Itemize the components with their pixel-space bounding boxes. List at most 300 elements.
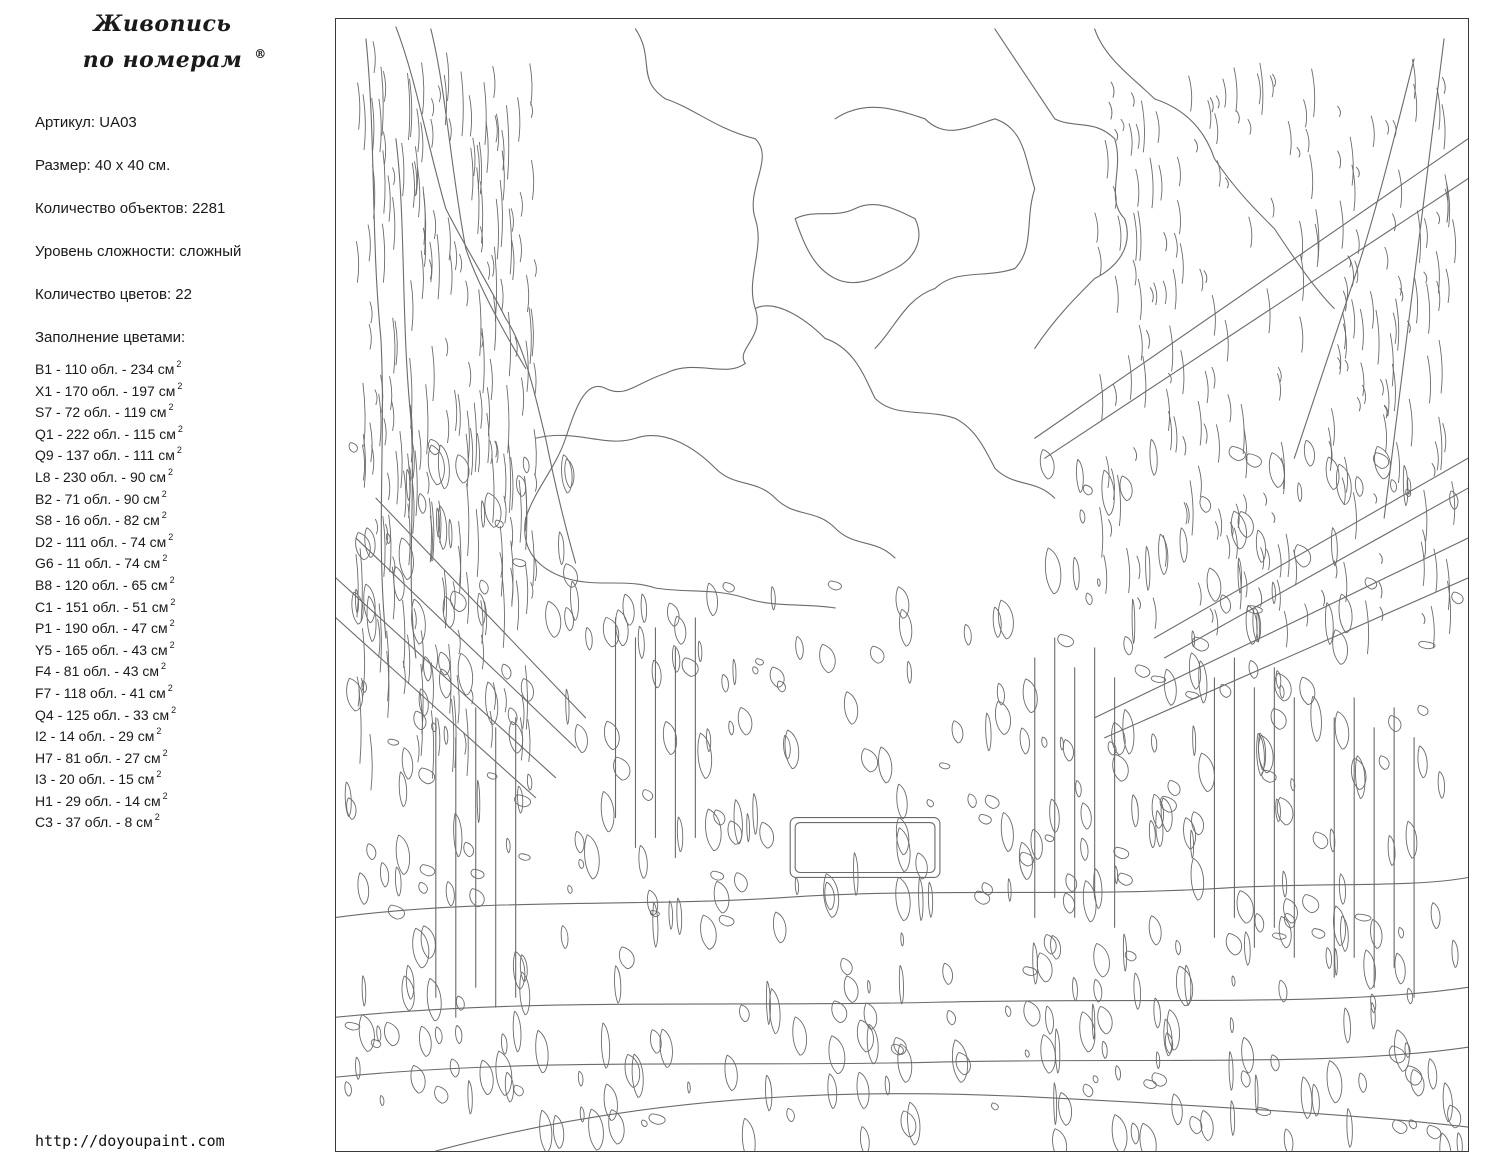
detail-blob — [559, 532, 564, 565]
detail-blob — [477, 780, 480, 822]
detail-blob — [1063, 740, 1073, 761]
detail-stroke — [1108, 519, 1111, 536]
detail-stroke — [1379, 553, 1382, 564]
tram-window — [790, 818, 940, 878]
detail-stroke — [429, 260, 431, 280]
detail-stroke — [393, 318, 395, 374]
detail-blob — [505, 1072, 513, 1102]
detail-stroke — [450, 254, 452, 295]
object-count: Количество объектов: 2281 — [35, 200, 226, 217]
detail-blob — [1229, 1051, 1233, 1090]
detail-blob — [862, 749, 878, 772]
detail-stroke — [419, 430, 421, 470]
detail-blob — [916, 853, 927, 879]
detail-blob — [1272, 582, 1275, 604]
article-number: Артикул: UA03 — [35, 114, 137, 131]
detail-stroke — [1216, 95, 1219, 108]
detail-stroke — [1435, 441, 1438, 470]
detail-stroke — [373, 41, 375, 73]
detail-stroke — [363, 94, 365, 150]
detail-stroke — [1198, 583, 1201, 606]
detail-blob — [349, 443, 357, 453]
detail-blob — [513, 559, 526, 567]
detail-stroke — [1225, 178, 1228, 189]
detail-stroke — [1399, 170, 1402, 208]
detail-stroke — [1234, 68, 1237, 112]
detail-stroke — [402, 143, 404, 196]
detail-blob — [1024, 1001, 1040, 1026]
detail-blob — [677, 817, 682, 852]
detail-stroke — [477, 433, 479, 472]
detail-stroke — [1452, 481, 1455, 525]
color-fill-unit-sup: 2 — [168, 531, 174, 542]
detail-stroke — [500, 552, 502, 577]
cloud-outline — [525, 363, 746, 578]
detail-blob — [377, 1026, 381, 1042]
detail-blob — [985, 795, 999, 808]
detail-stroke — [437, 234, 439, 299]
detail-blob — [1300, 677, 1315, 704]
detail-stroke — [1169, 411, 1172, 450]
detail-stroke — [431, 98, 433, 116]
street-line — [336, 987, 1468, 1017]
detail-blob — [580, 1107, 584, 1122]
legend-sidebar — [0, 0, 325, 1169]
detail-stroke — [1180, 243, 1183, 283]
detail-blob — [820, 644, 836, 672]
detail-stroke — [1227, 535, 1230, 559]
detail-stroke — [1131, 92, 1134, 106]
color-fill-item — [35, 769, 183, 791]
detail-stroke — [1392, 364, 1395, 411]
detail-stroke — [383, 516, 385, 577]
detail-stroke — [1393, 120, 1396, 136]
detail-blob — [652, 660, 661, 688]
detail-blob — [1051, 935, 1061, 959]
detail-blob — [1176, 940, 1181, 954]
detail-blob — [480, 1060, 493, 1095]
facade-stroke — [616, 618, 696, 858]
color-fill-text: Y5 - 165 обл. - 43 см — [35, 641, 168, 658]
color-fill-item — [35, 597, 183, 619]
detail-stroke — [1356, 167, 1359, 177]
detail-blob — [1344, 1008, 1351, 1043]
color-fill-unit-sup: 2 — [169, 618, 175, 629]
detail-stroke — [1113, 384, 1116, 406]
detail-stroke — [1379, 582, 1382, 599]
detail-blob — [519, 854, 530, 861]
detail-stroke — [400, 431, 402, 488]
detail-stroke — [1128, 355, 1131, 399]
detail-stroke — [1261, 547, 1264, 569]
detail-blob — [897, 784, 907, 819]
detail-stroke — [1398, 276, 1401, 296]
detail-stroke — [1177, 200, 1180, 234]
detail-stroke — [368, 225, 370, 262]
detail-stroke — [431, 710, 433, 778]
detail-blob — [1025, 1050, 1029, 1057]
detail-stroke — [1133, 447, 1136, 460]
detail-blob — [540, 1110, 552, 1151]
detail-stroke — [1278, 544, 1281, 577]
detail-blob — [513, 951, 524, 989]
detail-blob — [698, 733, 712, 778]
detail-blob — [589, 1109, 604, 1150]
detail-blob — [380, 862, 388, 886]
detail-blob — [907, 661, 911, 683]
detail-blob — [546, 601, 561, 637]
detail-stroke — [375, 389, 377, 404]
detail-blob — [1180, 528, 1187, 563]
detail-blob — [1058, 634, 1074, 646]
color-fill-text: H7 - 81 обл. - 27 см — [35, 749, 161, 766]
detail-stroke — [534, 259, 536, 276]
detail-blob — [1230, 1017, 1233, 1032]
detail-blob — [362, 976, 366, 1006]
facade-stroke — [436, 708, 516, 1017]
detail-stroke — [461, 72, 463, 137]
detail-stroke — [474, 403, 476, 472]
detail-stroke — [1164, 232, 1167, 251]
detail-stroke — [1385, 120, 1388, 134]
detail-stroke — [407, 73, 409, 140]
detail-stroke — [1138, 211, 1141, 261]
street-line — [336, 877, 1468, 917]
detail-stroke — [534, 473, 536, 491]
detail-stroke — [451, 699, 453, 772]
detail-blob — [896, 877, 910, 920]
detail-blob — [770, 989, 781, 1034]
detail-stroke — [1243, 494, 1246, 513]
detail-stroke — [1100, 507, 1103, 557]
detail-blob — [623, 594, 634, 625]
detail-blob — [773, 912, 786, 943]
detail-blob — [481, 501, 484, 528]
detail-stroke — [458, 394, 460, 436]
detail-blob — [784, 735, 791, 759]
detail-stroke — [1439, 340, 1442, 393]
detail-stroke — [1150, 158, 1153, 208]
detail-blob — [1312, 1084, 1319, 1116]
detail-blob — [1359, 1073, 1367, 1092]
color-fill-text: Q1 - 222 обл. - 115 см — [35, 425, 176, 442]
cloud-outline — [566, 578, 836, 608]
color-fill-text: H1 - 29 обл. - 14 см — [35, 792, 161, 809]
detail-stroke — [422, 62, 424, 114]
detail-blob — [399, 772, 407, 807]
detail-stroke — [1198, 466, 1201, 497]
website-link[interactable]: http://doyoupaint.com — [35, 1132, 225, 1150]
detail-blob — [1132, 599, 1135, 644]
detail-stroke — [1219, 509, 1222, 537]
detail-stroke — [356, 241, 358, 282]
detail-blob — [1271, 1055, 1279, 1071]
detail-stroke — [388, 473, 390, 500]
detail-blob — [1284, 1129, 1293, 1151]
facade-stroke — [1334, 698, 1414, 997]
detail-stroke — [1225, 320, 1228, 361]
detail-blob — [1452, 940, 1458, 967]
detail-blob — [1191, 830, 1194, 858]
detail-stroke — [370, 734, 372, 790]
detail-stroke — [433, 210, 435, 239]
detail-blob — [468, 1080, 472, 1113]
detail-blob — [1132, 795, 1139, 827]
color-fill-text: B8 - 120 обл. - 65 см — [35, 576, 168, 593]
detail-stroke — [509, 209, 511, 275]
detail-stroke — [1184, 502, 1187, 524]
detail-blob — [747, 813, 750, 841]
detail-stroke — [479, 289, 481, 356]
detail-stroke — [1383, 414, 1386, 452]
detail-blob — [1283, 871, 1287, 897]
color-fill-text: B2 - 71 обл. - 90 см — [35, 490, 160, 507]
color-fill-text: F4 - 81 обл. - 43 см — [35, 663, 160, 680]
registered-mark: ® — [254, 47, 267, 61]
color-count: Количество цветов: 22 — [35, 286, 192, 303]
color-fill-list — [35, 359, 183, 834]
detail-blob — [711, 871, 724, 880]
detail-stroke — [529, 307, 531, 364]
detail-stroke — [530, 63, 532, 105]
detail-blob — [1200, 496, 1211, 512]
color-fill-item — [35, 359, 183, 381]
detail-stroke — [1303, 99, 1306, 127]
detail-stroke — [1241, 404, 1244, 454]
detail-stroke — [1208, 100, 1211, 129]
detail-blob — [518, 786, 523, 813]
detail-stroke — [1445, 174, 1448, 222]
detail-stroke — [1212, 367, 1215, 388]
detail-blob — [420, 865, 435, 876]
detail-stroke — [1442, 77, 1445, 94]
detail-blob — [1042, 737, 1047, 747]
detail-stroke — [454, 696, 456, 768]
color-fill-text: L8 - 230 обл. - 90 см — [35, 468, 167, 485]
difficulty-level: Уровень сложности: сложный — [35, 243, 242, 260]
canvas-size: Размер: 40 х 40 см. — [35, 157, 171, 174]
detail-stroke — [1200, 269, 1203, 291]
detail-stroke — [384, 418, 386, 445]
detail-blob — [1102, 1041, 1107, 1058]
detail-blob — [1279, 916, 1291, 948]
detail-blob — [928, 882, 932, 917]
detail-blob — [753, 793, 758, 834]
detail-blob — [575, 724, 587, 752]
color-fill-item — [35, 381, 183, 403]
detail-blob — [1114, 847, 1129, 859]
detail-blob — [1149, 916, 1161, 945]
detail-blob — [1152, 1073, 1167, 1087]
detail-blob — [777, 681, 785, 692]
detail-stroke — [421, 251, 423, 299]
detail-blob — [1312, 928, 1325, 938]
detail-stroke — [379, 394, 381, 446]
detail-stroke — [1365, 601, 1368, 655]
detail-blob — [952, 1040, 967, 1083]
detail-stroke — [1136, 124, 1139, 149]
coloring-canvas — [335, 18, 1469, 1152]
detail-stroke — [1210, 608, 1213, 622]
color-fill-item — [35, 532, 183, 554]
detail-stroke — [1446, 269, 1449, 303]
detail-blob — [1063, 893, 1074, 913]
detail-blob — [1073, 557, 1079, 590]
detail-blob — [1303, 894, 1319, 912]
detail-stroke — [1424, 490, 1427, 541]
detail-blob — [421, 926, 435, 959]
detail-stroke — [447, 410, 449, 443]
detail-blob — [578, 1071, 583, 1086]
color-fill-text: I2 - 14 обл. - 29 см — [35, 728, 155, 745]
detail-stroke — [429, 498, 431, 562]
detail-stroke — [470, 428, 472, 475]
detail-stroke — [414, 608, 416, 629]
detail-stroke — [1300, 255, 1303, 301]
detail-blob — [1172, 1094, 1183, 1125]
detail-blob — [1232, 976, 1235, 986]
detail-stroke — [1436, 251, 1439, 293]
cloud-outline — [635, 29, 762, 363]
building-edge — [1165, 488, 1468, 658]
detail-blob — [643, 790, 653, 801]
detail-stroke — [446, 338, 448, 356]
detail-stroke — [431, 119, 433, 148]
detail-stroke — [1266, 549, 1269, 570]
detail-blob — [701, 915, 717, 949]
color-fill-unit-sup: 2 — [167, 682, 173, 693]
detail-blob — [1041, 1035, 1056, 1073]
detail-stroke — [1360, 309, 1363, 350]
detail-stroke — [1190, 480, 1193, 535]
detail-blob — [1164, 669, 1176, 705]
detail-stroke — [1421, 542, 1424, 586]
detail-stroke — [1300, 316, 1303, 352]
detail-stroke — [1356, 229, 1359, 253]
detail-blob — [561, 925, 568, 948]
detail-blob — [1355, 914, 1371, 921]
detail-stroke — [500, 180, 502, 247]
detail-stroke — [468, 362, 470, 387]
detail-stroke — [525, 564, 527, 614]
detail-stroke — [1376, 310, 1379, 364]
detail-blob — [1031, 829, 1042, 859]
detail-blob — [1407, 988, 1412, 1003]
detail-blob — [956, 1052, 970, 1074]
detail-stroke — [1215, 610, 1218, 636]
detail-stroke — [362, 628, 364, 689]
detail-blob — [1094, 979, 1102, 1002]
detail-blob — [771, 586, 775, 609]
detail-stroke — [466, 572, 468, 624]
detail-stroke — [531, 160, 533, 200]
detail-stroke — [477, 167, 479, 234]
detail-blob — [471, 869, 484, 878]
detail-stroke — [504, 454, 506, 503]
color-fill-unit-sup: 2 — [154, 812, 160, 823]
detail-blob — [672, 645, 679, 672]
detail-blob — [1389, 715, 1401, 731]
detail-stroke — [1248, 119, 1251, 134]
detail-blob — [480, 580, 489, 594]
color-fill-unit-sup: 2 — [177, 423, 183, 434]
detail-blob — [1156, 811, 1163, 847]
detail-stroke — [1095, 213, 1098, 243]
detail-blob — [1124, 636, 1133, 654]
street-line — [436, 1094, 1468, 1151]
detail-stroke — [1194, 139, 1197, 152]
detail-blob — [1023, 967, 1037, 976]
detail-stroke — [454, 241, 456, 270]
detail-stroke — [1127, 548, 1130, 593]
color-fill-text: P1 - 190 обл. - 47 см — [35, 620, 168, 637]
detail-stroke — [507, 385, 509, 453]
detail-stroke — [502, 577, 504, 648]
detail-stroke — [388, 175, 390, 221]
color-fill-item — [35, 467, 183, 489]
color-fill-unit-sup: 2 — [171, 704, 177, 715]
detail-stroke — [1183, 436, 1186, 455]
detail-stroke — [432, 346, 434, 401]
detail-blob — [523, 457, 529, 473]
cloud-outline — [795, 205, 919, 283]
detail-stroke — [383, 71, 385, 102]
detail-blob — [356, 1057, 361, 1079]
detail-stroke — [1424, 218, 1427, 247]
detail-stroke — [526, 275, 528, 312]
detail-stroke — [1342, 312, 1345, 349]
detail-stroke — [362, 445, 364, 481]
detail-stroke — [403, 600, 405, 668]
color-fill-unit-sup: 2 — [162, 553, 168, 564]
color-fill-item — [35, 510, 183, 532]
detail-blob — [1081, 838, 1088, 860]
detail-blob — [719, 915, 734, 926]
color-fill-text: S8 - 16 обл. - 82 см — [35, 512, 160, 529]
detail-blob — [899, 965, 903, 1004]
detail-stroke — [1390, 333, 1393, 386]
detail-blob — [367, 844, 376, 860]
detail-stroke — [382, 224, 384, 283]
detail-blob — [753, 667, 758, 674]
detail-blob — [1005, 1006, 1010, 1017]
detail-blob — [1277, 797, 1293, 825]
detail-stroke — [1431, 606, 1434, 648]
detail-stroke — [411, 280, 413, 331]
detail-blob — [1120, 476, 1132, 501]
detail-blob — [585, 835, 600, 879]
detail-stroke — [447, 53, 449, 101]
detail-blob — [1256, 530, 1265, 562]
detail-stroke — [1380, 379, 1383, 395]
detail-stroke — [508, 441, 510, 513]
detail-blob — [785, 730, 799, 769]
detail-blob — [669, 901, 673, 929]
detail-blob — [424, 656, 432, 680]
detail-blob — [536, 1030, 548, 1073]
detail-blob — [1191, 858, 1204, 900]
detail-blob — [885, 1076, 889, 1095]
detail-stroke — [484, 82, 486, 145]
detail-blob — [649, 1114, 665, 1124]
detail-blob — [979, 814, 991, 824]
detail-stroke — [1139, 325, 1142, 361]
detail-stroke — [358, 82, 360, 129]
detail-stroke — [454, 390, 456, 431]
detail-blob — [868, 980, 871, 993]
detail-blob — [1086, 593, 1092, 605]
detail-stroke — [519, 480, 521, 543]
